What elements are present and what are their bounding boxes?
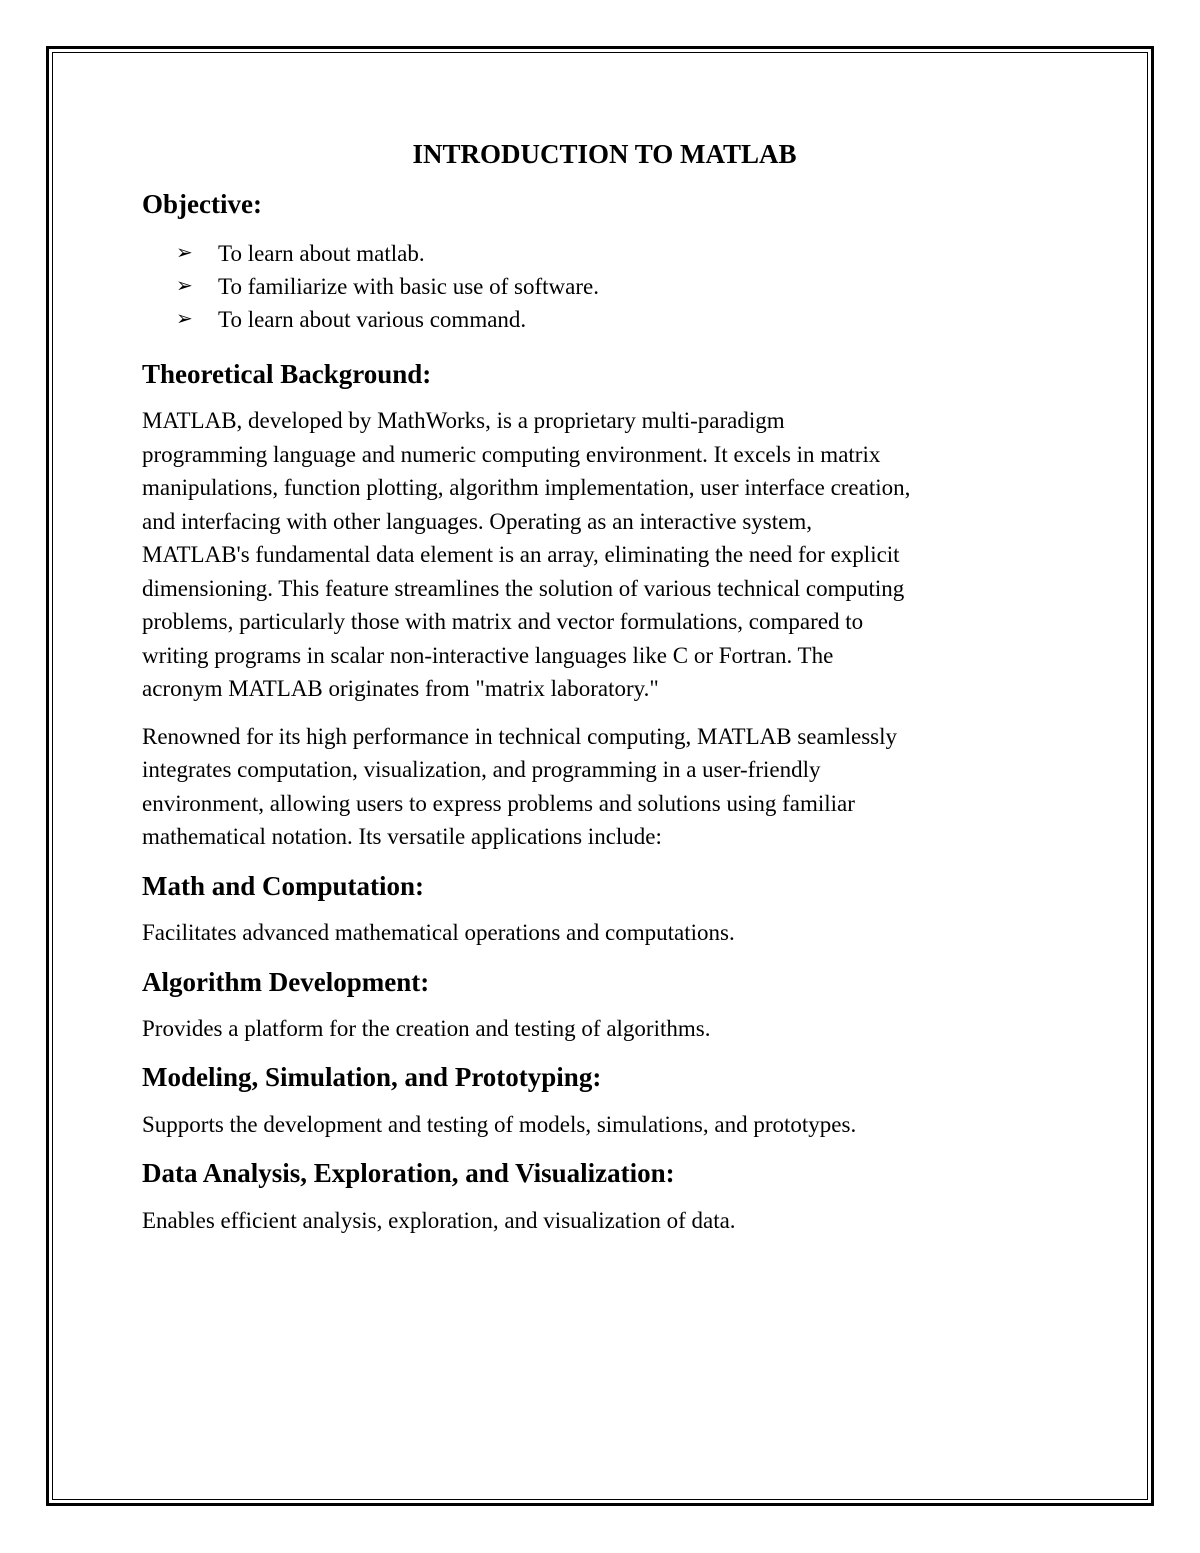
theory-paragraph-2 bbox=[142, 720, 1067, 854]
document-body bbox=[142, 138, 1067, 1237]
text-line: mathematical notation. Its versatile applications include: bbox=[142, 824, 662, 850]
list-item bbox=[176, 270, 1067, 303]
data-analysis-heading: Data Analysis, Exploration, and Visualization: bbox=[142, 1158, 675, 1189]
list-item-text: To familiarize with basic use of software. bbox=[218, 273, 599, 299]
modeling-simulation-heading: Modeling, Simulation, and Prototyping: bbox=[142, 1062, 602, 1093]
text-line: manipulations, function plotting, algorithm implementation, user interface creation, bbox=[142, 475, 911, 501]
theory-paragraph-1 bbox=[142, 404, 1067, 706]
text-line: integrates computation, visualization, and programming in a user-friendly bbox=[142, 757, 821, 783]
list-item bbox=[176, 237, 1067, 270]
data-analysis-text: Enables efficient analysis, exploration, and visualization of data. bbox=[142, 1207, 736, 1233]
list-item-text: To learn about various command. bbox=[218, 306, 527, 332]
list-item bbox=[176, 303, 1067, 336]
text-line: writing programs in scalar non-interactive languages like C or Fortran. The bbox=[142, 642, 834, 668]
text-line: dimensioning. This feature streamlines the solution of various technical computing bbox=[142, 575, 905, 601]
text-line: problems, particularly those with matrix and vector formulations, compared to bbox=[142, 609, 864, 635]
arrow-bullet-icon: ➢ bbox=[176, 241, 193, 264]
math-computation-text: Facilitates advanced mathematical operations and computations. bbox=[142, 920, 735, 946]
objective-list bbox=[176, 237, 1067, 336]
modeling-simulation-text: Supports the development and testing of models, simulations, and prototypes. bbox=[142, 1111, 857, 1137]
text-line: and interfacing with other languages. Operating as an interactive system, bbox=[142, 508, 812, 534]
text-line: environment, allowing users to express problems and solutions using familiar bbox=[142, 790, 855, 816]
text-line: Renowned for its high performance in technical computing, MATLAB seamlessly bbox=[142, 723, 897, 749]
objective-heading: Objective: bbox=[142, 189, 262, 220]
theory-heading: Theoretical Background: bbox=[142, 358, 432, 389]
algorithm-development-text: Provides a platform for the creation and testing of algorithms. bbox=[142, 1015, 711, 1041]
algorithm-development-heading: Algorithm Development: bbox=[142, 966, 430, 997]
arrow-bullet-icon: ➢ bbox=[176, 307, 193, 330]
arrow-bullet-icon: ➢ bbox=[176, 274, 193, 297]
math-computation-heading: Math and Computation: bbox=[142, 870, 425, 901]
text-line: acronym MATLAB originates from "matrix laboratory." bbox=[142, 676, 659, 702]
page-title: INTRODUCTION TO MATLAB bbox=[412, 139, 797, 169]
text-line: MATLAB, developed by MathWorks, is a proprietary multi-paradigm bbox=[142, 408, 785, 434]
list-item-text: To learn about matlab. bbox=[218, 240, 425, 266]
text-line: MATLAB's fundamental data element is an array, eliminating the need for explicit bbox=[142, 542, 900, 568]
text-line: programming language and numeric computing environment. It excels in matrix bbox=[142, 441, 881, 467]
